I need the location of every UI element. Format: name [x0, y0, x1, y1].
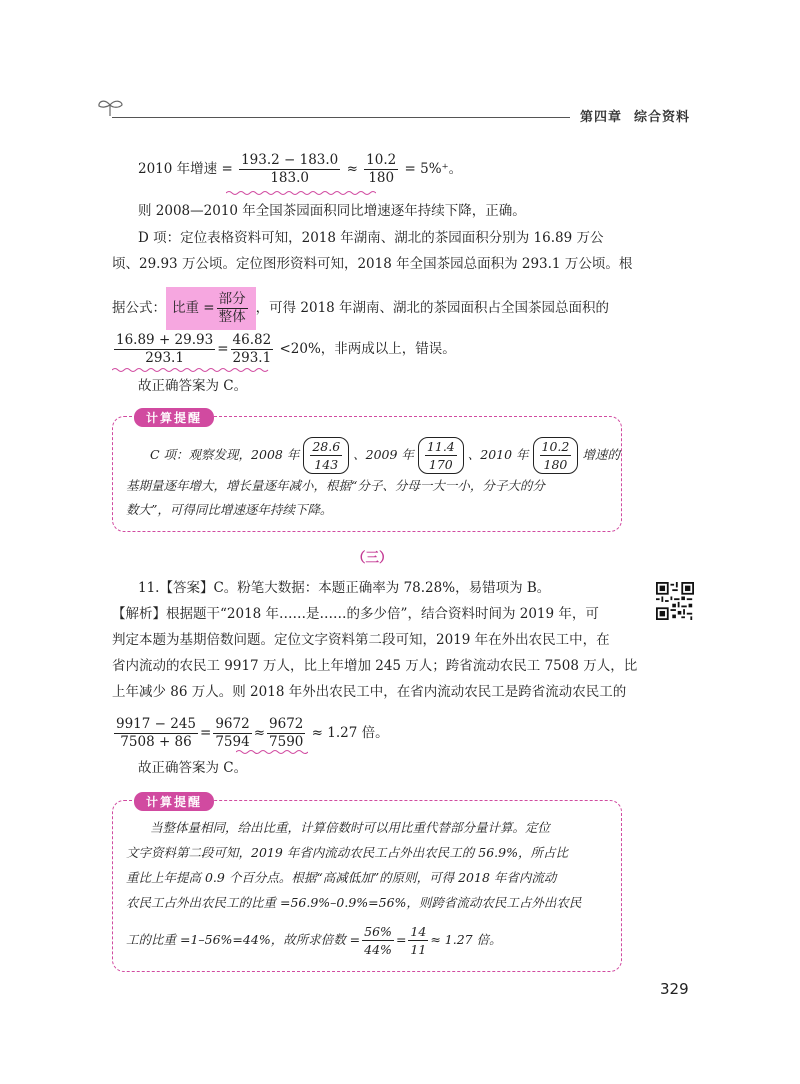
- hint-line: 文字资料第二段可知，2019 年省内流动农民工占外出农民工的 56.9%，所占比: [126, 845, 568, 860]
- hint-line: 工的比重 =1–56%=44%，故所求倍数 = $\frac{56\%}{44\%}$ = $\frac{14}{11}$ ≈ 1.27 倍。: [126, 924, 502, 957]
- ratio-formula-highlight: 比重 = $\frac{\text{部分}}{\text{整体}}$: [166, 287, 256, 330]
- header-rule: [112, 117, 570, 118]
- fraction: $\frac{193.2 - 183.0}{183.0}$: [241, 152, 339, 186]
- wavy-underline: [236, 749, 308, 755]
- qr-code-icon[interactable]: [656, 582, 694, 620]
- multiple-calc-line: $\frac{9917 - 245}{7508 + 86}$ = $\frac{9672}{7594}$ ≈ $\frac{9672}{7590}$ ≈ 1.27 倍。: [116, 716, 389, 750]
- calc-hint-tag: 计算提醒: [134, 792, 214, 811]
- section-title: （三）: [352, 550, 393, 566]
- answer-line: 故正确答案为 C。: [138, 378, 248, 394]
- body-line: D 项：定位表格资料可知，2018 年湖南、湖北的茶园面积分别为 16.89 万公: [138, 230, 604, 246]
- growth-2010-line: 2010 年增速 = $\frac{193.2 - 183.0}{183.0}$ ≈ $\frac{10.2}{180}$ = 5%⁺。: [138, 152, 463, 186]
- answer-line: 故正确答案为 C。: [138, 760, 248, 776]
- hint-line: 数大”，可得同比增速逐年持续下降。: [126, 502, 333, 517]
- page-number: 329: [660, 980, 689, 998]
- calc-hint-tag: 计算提醒: [134, 408, 214, 427]
- hint-line: 重比上年提高 0.9 个百分点。根据“高减低加”的原则，可得 2018 年省内流动: [126, 870, 557, 885]
- hint-line: 基期量逐年增大，增长量逐年减小，根据“分子、分母一大一小，分子大的分: [126, 478, 545, 493]
- analysis-line: 判定本题为基期倍数问题。定位文字资料第二段可知，2019 年在外出农民工中，在: [112, 632, 610, 648]
- analysis-line: 【解析】根据题干“2018 年……是……的多少倍”，结合资料时间为 2019 年，可: [112, 606, 599, 622]
- sprout-icon: [96, 96, 126, 118]
- formula-line: 据公式： 比重 = $\frac{\text{部分}}{\text{整体}}$ ，可得 2018 年湖南、湖北的茶园面积占全国茶园总面积的: [112, 287, 609, 330]
- fraction: $\frac{10.2}{180}$: [366, 152, 397, 186]
- wavy-underline: [112, 367, 272, 373]
- chapter-label: 第四章: [580, 110, 623, 125]
- hint-line: C 项：观察发现，2008 年 $\frac{28.6}{143}$ 、2009 年 $\frac{11.4}{170}$ 、2010 年 $\frac{10.2}{180}$ 增速的: [150, 439, 620, 472]
- analysis-line: 上年减少 86 万人。则 2018 年外出农民工中，在省内流动农民工是跨省流动农民工的: [112, 684, 627, 700]
- body-line: 顷、29.93 万公顷。定位图形资料可知，2018 年全国茶园总面积为 293.1 万公顷。根: [112, 256, 633, 272]
- ratio-calc-line: $\frac{16.89 + 29.93}{293.1}$ = $\frac{46.82}{293.1}$ <20%，非两成以上，错误。: [116, 332, 456, 366]
- hint-line: 当整体量相同，给出比重，计算倍数时可以用比重代替部分量计算。定位: [150, 820, 551, 835]
- analysis-line: 省内流动的农民工 9917 万人，比上年增加 245 万人；跨省流动农民工 7508 万人，比: [112, 658, 638, 674]
- chapter-title: 综合资料: [634, 110, 691, 125]
- hint-line: 农民工占外出农民工的比重 =56.9%–0.9%=56%，则跨省流动农民工占外出农民: [126, 895, 582, 910]
- body-line: 则 2008—2010 年全国茶园面积同比增速逐年持续下降，正确。: [138, 203, 526, 219]
- answer-header: 11.【答案】C。粉笔大数据：本题正确率为 78.28%，易错项为 B。: [138, 580, 551, 596]
- wavy-underline: [226, 190, 376, 196]
